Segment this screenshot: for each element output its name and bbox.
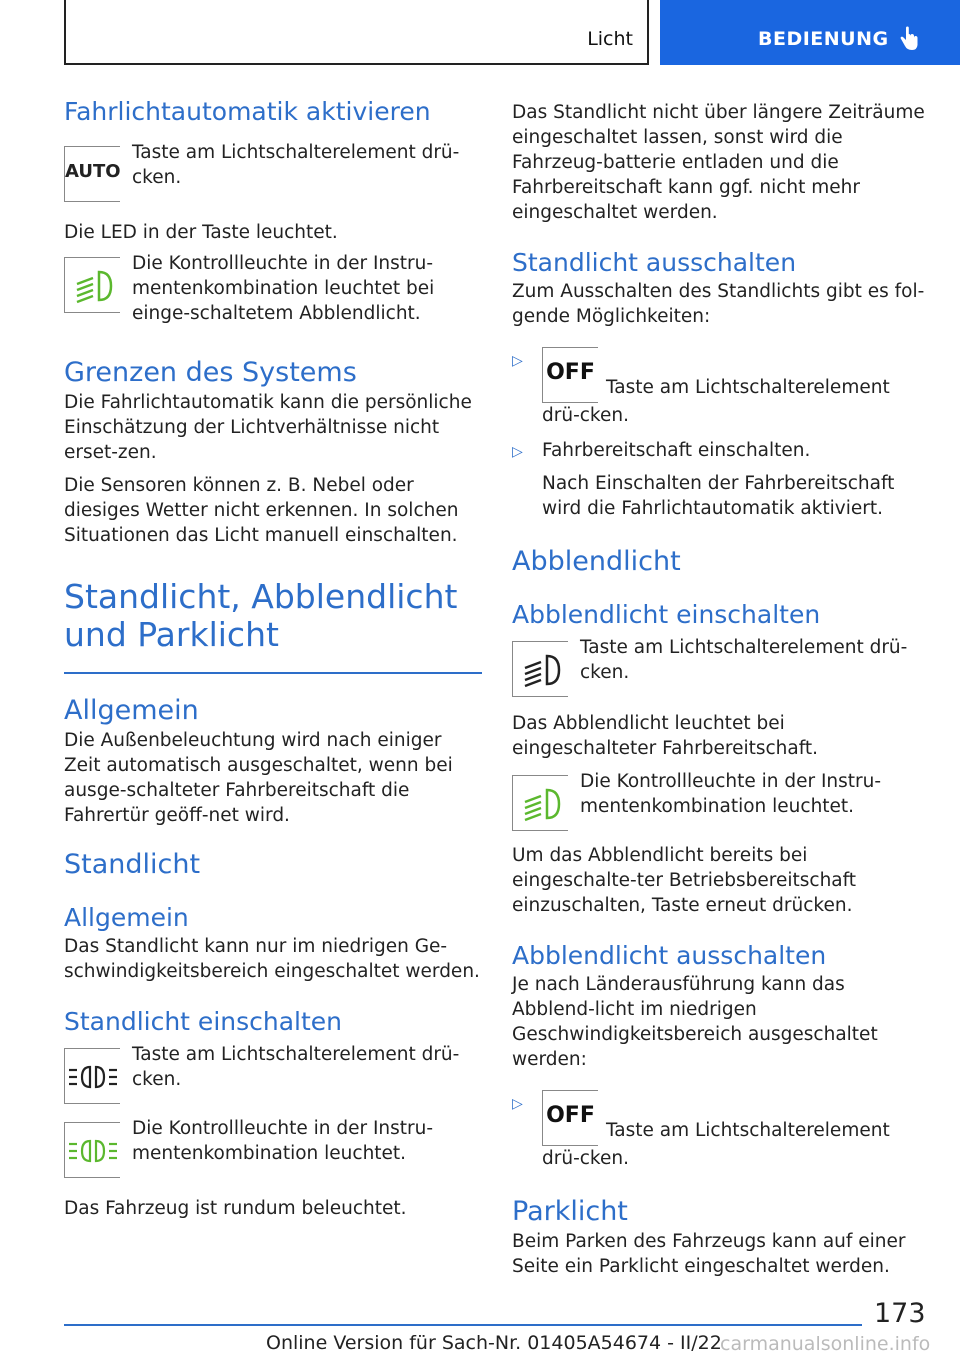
header-section-box [64,0,649,65]
heading-parklicht: Parklicht [512,1196,628,1227]
bullet-triangle-icon: ▷ [512,444,523,460]
bullet-triangle-icon: ▷ [512,353,523,369]
page-number: 173 [874,1298,926,1329]
heading-abblendlicht-ausschalten: Abblendlicht ausschalten [512,941,827,970]
bullet-text: Taste am Lichtschalterelement drü-cken. [542,1120,890,1169]
off-button-icon [542,1090,598,1146]
left-column [64,96,482,1221]
off-button-label: OFF [546,1103,595,1128]
header-section-title: Licht [587,28,633,50]
heading-fahrlichtautomatik: Fahrlichtautomatik aktivieren [64,97,431,126]
pointing-hand-icon [898,26,920,52]
header-chapter-tab [660,0,960,65]
heading-standlicht-ausschalten: Standlicht ausschalten [512,248,797,277]
online-version-text: Online Version für Sach-Nr. 01405A54674 - II/22 [266,1332,722,1354]
watermark-text: carmanualsonline.info [720,1333,931,1355]
off-button-icon [542,347,598,403]
bullet-text: Fahrbereitschaft einschalten. [542,440,811,461]
bullet-subtext: Nach Einschalten der Fahrbereitschaft wird die Fahrlichtautomatik aktiviert. [542,473,895,519]
heading-standlicht-abblendlicht-parklicht: Standlicht, Abblendlicht und Parklicht [64,577,458,654]
low-beam-indicator-icon [64,257,120,313]
standlicht-aus-list [512,347,926,521]
abblend-leuchtet-text: Das Abblendlicht leuchtet bei eingeschalteter Fahrbereitschaft. [512,713,819,759]
auto-button-icon [64,146,120,202]
auto-button-label: AUTO [65,161,121,182]
off-button-label: OFF [546,360,595,385]
section-divider [64,672,482,674]
abblend-aus-list [512,1090,926,1171]
rundum-text: Das Fahrzeug ist rundum beleuchtet. [64,1197,407,1219]
heading-abblendlicht-einschalten: Abblendlicht einschalten [512,600,821,629]
abblend-kontroll-text: Die Kontrollleuchte in der Instru-mentenkombination leuchtet. [580,771,882,817]
standlicht-aus-paragraph: Zum Ausschalten des Standlichts gibt es fol-gende Möglichkeiten: [512,281,925,327]
parking-light-indicator-icon [64,1122,120,1178]
standlicht-paragraph: Das Standlicht kann nur im niedrigen Ge-schwindigkeitsbereich eingeschaltet werden. [64,935,480,982]
allgemein-paragraph: Die Außenbeleuchtung wird nach einiger Zeit automatisch ausgeschaltet, wenn bei ausge-schalteter Fahrbereitschaft die Fahrertür geöff-net wird. [64,729,453,826]
heading-standlicht: Standlicht [64,848,201,880]
abblend-button-text: Taste am Lichtschalterelement drü-cken. [580,637,908,683]
auto-button-text: Taste am Lichtschalterelement drü-cken. [132,142,460,188]
list-item [512,1090,926,1171]
parking-light-button-icon [64,1048,120,1104]
bullet-triangle-icon: ▷ [512,1096,523,1112]
parklicht-paragraph: Beim Parken des Fahrzeugs kann auf einer Seite ein Parklicht eingeschaltet werden. [512,1231,906,1277]
low-beam-button-icon [512,641,568,697]
right-column [512,96,926,1279]
low-beam-indicator-icon [512,775,568,831]
list-item [512,347,926,428]
abblend-erneut-text: Um das Abblendlicht bereits bei eingeschalte-ter Betriebsbereitschaft einzuschalten, Taste erneut drücken. [512,845,857,916]
grenzen-paragraph-1: Die Fahrlichtautomatik kann die persönliche Einschätzung der Lichtverhältnisse nicht erset-zen. [64,392,472,463]
grenzen-paragraph-2: Die Sensoren können z. B. Nebel oder diesiges Wetter nicht erkennen. In solchen Situationen das Licht manuell einschalten. [64,475,459,546]
abblend-aus-paragraph: Je nach Länderausführung kann das Abblend-licht im niedrigen Geschwindigkeitsbereich ausgeschaltet werden: [512,974,878,1070]
heading-allgemein: Allgemein [64,694,199,726]
led-text: Die LED in der Taste leuchtet. [64,222,338,243]
kontrollleuchte-text: Die Kontrollleuchte in der Instru-mentenkombination leuchtet bei einge-schaltetem Abblendlicht. [132,253,435,324]
standlicht-button-text: Taste am Lichtschalterelement drü-cken. [132,1043,460,1090]
standlicht-kontroll-text: Die Kontrollleuchte in der Instru-mentenkombination leuchtet. [132,1117,434,1164]
heading-abblendlicht: Abblendlicht [512,546,681,577]
footer-divider [64,1324,862,1326]
heading-allgemein-standlicht: Allgemein [64,902,189,932]
standlicht-warning-paragraph: Das Standlicht nicht über längere Zeiträume eingeschaltet lassen, sonst wird die Fahrzeug-batterie entladen und die Fahrbereitschaft kann ggf. nicht mehr eingeschaltet werden. [512,102,925,223]
header-chapter-title: BEDIENUNG [758,28,889,50]
heading-standlicht-einschalten: Standlicht einschalten [64,1006,343,1036]
heading-grenzen: Grenzen des Systems [64,357,357,388]
bullet-text: Taste am Lichtschalterelement drü-cken. [542,377,890,426]
list-item [512,438,926,521]
